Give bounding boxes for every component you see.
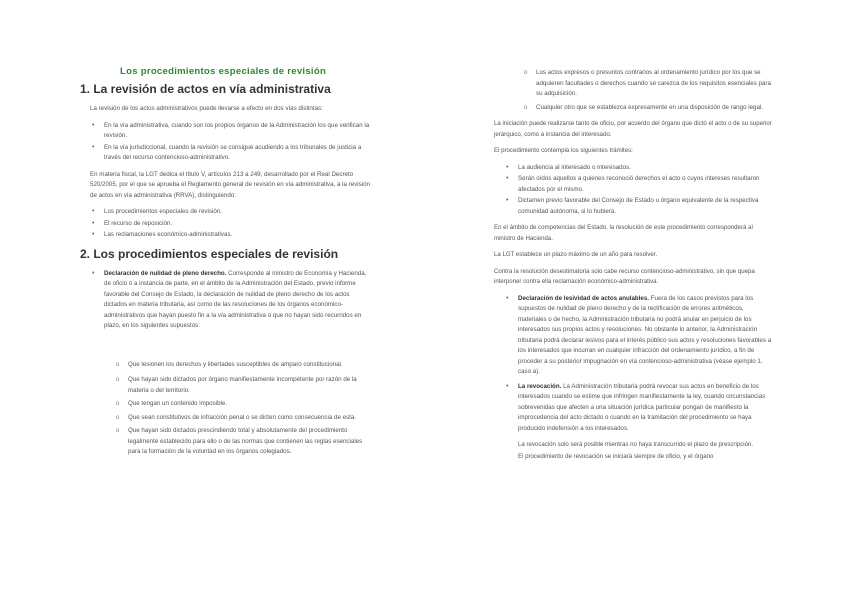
intro-paragraph: La revisión de los actos administrativos puede llevarse a efecto en dos vías distintas: [90, 105, 323, 112]
list-item: o Los actos expresos o presuntos contrarios al ordenamiento jurídico por los que se adquieren facultades o derechos cuando se carezca de los requisitos esenciales para su adquisición. [486, 68, 772, 100]
list-item: • Los procedimientos especiales de revisión. [80, 207, 370, 218]
nulidad-list [80, 269, 370, 332]
list-item: o Que tengan un contenido imposible. [80, 399, 370, 410]
nulidad-item [80, 269, 370, 332]
list-item: • Serán oídos aquellos a quienes reconoció derechos el acto o cuyos intereses resultaron afectados por el mismo. [494, 174, 772, 195]
left-column [80, 66, 370, 464]
supuestos-cont-list [486, 68, 772, 113]
list-item: • El recurso de reposición. [80, 219, 370, 230]
list-item: o Cualquier otro que se establezca expresamente en una disposición de rango legal. [486, 103, 772, 114]
heading-revision-actos: 1. La revisión de actos en vía administrativa [80, 82, 331, 96]
supuestos-list [80, 360, 370, 458]
revocacion-text: La Administración tributaria podrá revocar sus actos en beneficio de los interesados cuando se estime que infringen manifiestamente la ley, cuando circunstancias sobrevenidas que afecten a una situación jurídica particular pongan de manifiesto la improcedencia del acto dictado o cuando en la tramitación del procedimiento se haya producido indefensión a los interesados. [518, 382, 766, 432]
revocacion-item [494, 382, 772, 435]
procedimientos-list [494, 294, 772, 435]
revocacion-inicio: El procedimiento de revocación se iniciará siempre de oficio, y el órgano [518, 452, 714, 460]
nulidad-title: Declaración de nulidad de pleno derecho. [104, 269, 227, 277]
tramites-list [494, 163, 772, 218]
list-item: • En la vía administrativa, cuando son los propios órganos de la Administración los que verifican la revisión. [80, 121, 370, 142]
vias-list [80, 121, 370, 164]
distingue-list [80, 207, 370, 241]
revocacion-title: La revocación. [518, 382, 562, 390]
iniciacion-paragraph: La iniciación puede realizarse tanto de oficio, por acuerdo del órgano que dictó el acto o de su superior jerárquico, como a instancia del interesado. [494, 120, 772, 138]
lesividad-text: Fuera de los casos previstos para los supuestos de nulidad de pleno derecho y de la rectificación de errores aritméticos, materiales o de hecho, la Administración tributaria no podrá anular en perjuicio de los interesados sus propios actos y resoluciones. No obstante lo anterior, la Administración tributaria podrá declarar lesivos para el interés público sus actos y resoluciones favorables a los interesados que incurran en cualquier infracción del ordenamiento jurídico, a fin de proceder a su posterior impugnación en vía contencioso-administrativa (véase ejemplo 1, caso a). [518, 294, 772, 375]
list-item: o Que hayan sido dictados prescindiendo total y absolutamente del procedimiento legalmente establecido para ello o de las normas que contienen las reglas esenciales para la formación de la voluntad en los órganos colegiados. [80, 426, 370, 458]
lesividad-item [494, 294, 772, 378]
list-item: o Que sean constitutivos de infracción penal o se dicten como consecuencia de esta. [80, 413, 370, 424]
heading-procedimientos: 2. Los procedimientos especiales de revisión [80, 246, 339, 261]
plazo-paragraph: La LGT establece un plazo máximo de un año para resolver. [494, 251, 658, 258]
list-item: • En la vía jurisdiccional, cuando la revisión se consigue acudiendo a los tribunales de justicia a través del recurso contencioso-administrativo. [80, 143, 370, 164]
ambito-paragraph: En el ámbito de competencias del Estado, la resolución de este procedimiento corresponderá al ministro de Hacienda. [494, 224, 753, 242]
list-item: • Las reclamaciones económico-administrativas. [80, 230, 370, 241]
section-title: Los procedimientos especiales de revisión [120, 66, 327, 77]
revocacion-plazo: La revocación solo será posible mientras no haya transcurrido el plazo de prescripción. [518, 441, 754, 448]
list-item: o Que hayan sido dictados por órgano manifiestamente incompetente por razón de la materia o del territorio. [80, 375, 370, 396]
materia-paragraph: En materia fiscal, la LGT dedica el título V, artículos 213 a 249, desarrollado por el Real Decreto 520/2005, por el que se aprueba el Reglamento general de revisión en vía administrativa, a la revisión de actos en vía administrativa (RRVA), distinguiendo: [90, 170, 370, 199]
list-item: • La audiencia al interesado o interesados. [494, 163, 772, 174]
list-item: o Que lesionen los derechos y libertades susceptibles de amparo constitucional. [80, 360, 370, 371]
nulidad-text: Corresponde al ministro de Economía y Hacienda, de oficio o a instancia de parte, en el ámbito de la Administración del Estado, previo informe favorable del Consejo de Estado, la declaración de nulidad de pleno derecho de los actos dictados en materia tributaria, así como de las resoluciones de los órganos económico-administrativos que hayan puesto fin a la vía administrativa o que no hayan sido recurridos en plazo, en los siguientes supuestos: [104, 269, 367, 329]
tramites-intro: El procedimiento contempla los siguientes trámites: [494, 147, 633, 154]
right-column [494, 68, 772, 463]
lesividad-title: Declaración de lesividad de actos anulables. [518, 294, 650, 302]
contra-paragraph: Contra la resolución desestimatoria solo cabe recurso contencioso-administrativo, sin que quepa interponer contra ella reclamación económico-administrativa. [494, 267, 755, 285]
list-item: • Dictamen previo favorable del Consejo de Estado u órgano equivalente de la respectiva comunidad autónoma, si lo hubiera. [494, 196, 772, 217]
